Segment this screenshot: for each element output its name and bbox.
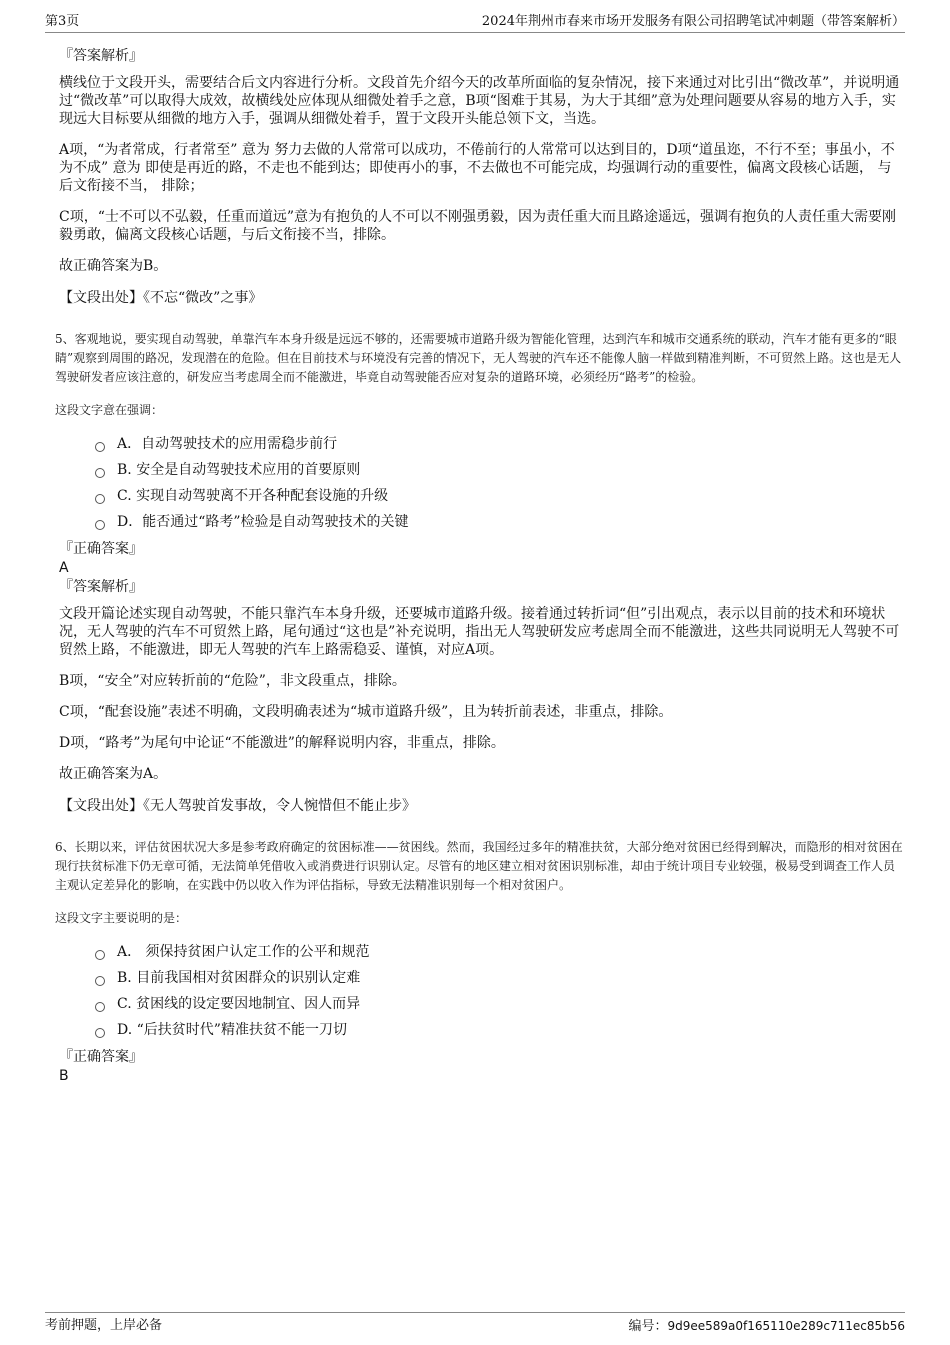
option-d[interactable] <box>95 1017 905 1043</box>
radio-icon[interactable] <box>95 1028 105 1038</box>
code-label: 编号： <box>628 1319 668 1334</box>
analysis-paragraph: C项，“士不可以不弘毅，任重而道远”意为有抱负的人不可以不刚强勇毅，因为责任重大而且路途遥远，强调有抱负的人责任重大需要刚毅勇敢，偏离文段核心话题，与后文衔接不当，排除。 <box>59 209 897 243</box>
analysis-paragraph: A项，“为者常成，行者常至” 意为 努力去做的人常常可以成功，不倦前行的人常常可以达到目的，D项“道虽迩，不行不至；事虽小，不为不成” 意为 即使是再近的路，不走也不能到达；即使再小的事，不去做也不可能完成，均强调行动的重要性，偏离文段核心话题， 与后文衔接不当， 排除； <box>59 142 895 194</box>
passage-source: 【文段出处】《不忘“微改”之事》 <box>59 290 263 306</box>
correct-answer-value: A <box>59 560 69 576</box>
analysis-conclusion: 故正确答案为A。 <box>59 766 168 782</box>
option-label: D．能否通过“路考”检验是自动驾驶技术的关键 <box>117 514 409 530</box>
radio-icon[interactable] <box>95 976 105 986</box>
question-5-options <box>95 431 905 535</box>
question-5-prompt: 这段文字意在强调： <box>55 403 164 417</box>
page-header <box>45 12 905 33</box>
page-content <box>45 46 905 1085</box>
question-5-text: 5、客观地说，要实现自动驾驶，单靠汽车本身升级是远远不够的，还需要城市道路升级为智能化管理，达到汽车和城市交通系统的联动，汽车才能有更多的“眼睛”观察到周围的路况，发现潜在的危险。但在目前技术与环境没有完善的情况下，无人驾驶的汽车还不能像人脑一样做到精准判断，不可贸然上路。这也是无人驾驶研发者应该注意的，研发应当考虑周全而不能激进，毕竟自动驾驶能否应对复杂的道路环境，必须经历“路考”的检验。 <box>55 332 902 384</box>
option-d[interactable] <box>95 509 905 535</box>
question-6-prompt: 这段文字主要说明的是： <box>55 911 188 925</box>
analysis-paragraph: 文段开篇论述实现自动驾驶，不能只靠汽车本身升级，还要城市道路升级。接着通过转折词“但”引出观点，表示以目前的技术和环境状况，无人驾驶的汽车不可贸然上路，尾句通过“这也是”补充说明，指出无人驾驶研发应考虑周全而不能激进，这些共同说明无人驾驶不可贸然上路，不能激进，即无人驾驶的汽车上路需稳妥、谨慎，对应A项。 <box>59 606 900 658</box>
question-6-text: 6、长期以来，评估贫困状况大多是参考政府确定的贫困标准——贫困线。然而，我国经过多年的精准扶贫，大部分绝对贫困已经得到解决，而隐形的相对贫困在现行扶贫标准下仍无章可循，无法简单凭借收入或消费进行识别认定。尽管有的地区建立相对贫困识别标准，却由于统计项目专业较强，极易受到调查工作人员主观认定差异化的影响，在实践中仍以收入作为评估指标，导致无法精准识别每一个相对贫困户。 <box>55 840 903 892</box>
option-label: C. 贫困线的设定要因地制宜、因人而异 <box>117 996 361 1012</box>
correct-answer-label: 『正确答案』 <box>59 541 143 557</box>
question-6-options <box>95 939 905 1043</box>
radio-icon[interactable] <box>95 494 105 504</box>
analysis-block-q5 <box>59 605 905 783</box>
analysis-paragraph: D项，“路考”为尾句中论证“不能激进”的解释说明内容，非重点，排除。 <box>59 735 505 751</box>
option-label: A．自动驾驶技术的应用需稳步前行 <box>117 436 338 452</box>
analysis-paragraph: 横线位于文段开头，需要结合后文内容进行分析。文段首先介绍今天的改革所面临的复杂情况，接下来通过对比引出“微改革”，并说明通过“微改革”可以取得大成效，故横线处应体现从细微处着手之意，B项“图难于其易，为大于其细”意为处理问题要从容易的地方入手，实现远大目标要从细微的地方入手，强调从细微处着手，置于文段开头能总领下文，当选。 <box>59 75 900 127</box>
analysis-paragraph: B项，“安全”对应转折前的“危险”，非文段重点，排除。 <box>59 673 406 689</box>
option-b[interactable] <box>95 965 905 991</box>
radio-icon[interactable] <box>95 1002 105 1012</box>
analysis-block-prev <box>59 74 905 275</box>
option-c[interactable] <box>95 991 905 1017</box>
radio-icon[interactable] <box>95 950 105 960</box>
option-a[interactable] <box>95 939 905 965</box>
analysis-conclusion: 故正确答案为B。 <box>59 258 168 274</box>
option-label: B. 目前我国相对贫困群众的识别认定难 <box>117 970 361 986</box>
analysis-label: 『答案解析』 <box>59 48 143 64</box>
option-label: D. “后扶贫时代”精准扶贫不能一刀切 <box>117 1022 347 1038</box>
option-label: C. 实现自动驾驶离不开各种配套设施的升级 <box>117 488 389 504</box>
document-title: 2024年荆州市春来市场开发服务有限公司招聘笔试冲刺题（带答案解析） <box>481 14 905 29</box>
option-c[interactable] <box>95 483 905 509</box>
radio-icon[interactable] <box>95 468 105 478</box>
correct-answer-label: 『正确答案』 <box>59 1049 143 1065</box>
option-a[interactable] <box>95 431 905 457</box>
option-b[interactable] <box>95 457 905 483</box>
document-code <box>628 1315 905 1338</box>
code-value: 9d9ee589a0f165110e289c711ec85b56 <box>667 1319 905 1333</box>
page-number: 第3页 <box>45 14 80 29</box>
page-footer <box>45 1312 905 1335</box>
radio-icon[interactable] <box>95 520 105 530</box>
footer-slogan: 考前押题，上岸必备 <box>45 1318 163 1333</box>
correct-answer-value: B <box>59 1068 69 1084</box>
analysis-label: 『答案解析』 <box>59 579 143 595</box>
option-label: B. 安全是自动驾驶技术应用的首要原则 <box>117 462 361 478</box>
passage-source: 【文段出处】《无人驾驶首发事故，令人惋惜但不能止步》 <box>59 798 416 814</box>
option-label: A． 须保持贫困户认定工作的公平和规范 <box>117 944 370 960</box>
radio-icon[interactable] <box>95 442 105 452</box>
analysis-paragraph: C项，“配套设施”表述不明确，文段明确表述为“城市道路升级”，且为转折前表述，非重点，排除。 <box>59 704 673 720</box>
